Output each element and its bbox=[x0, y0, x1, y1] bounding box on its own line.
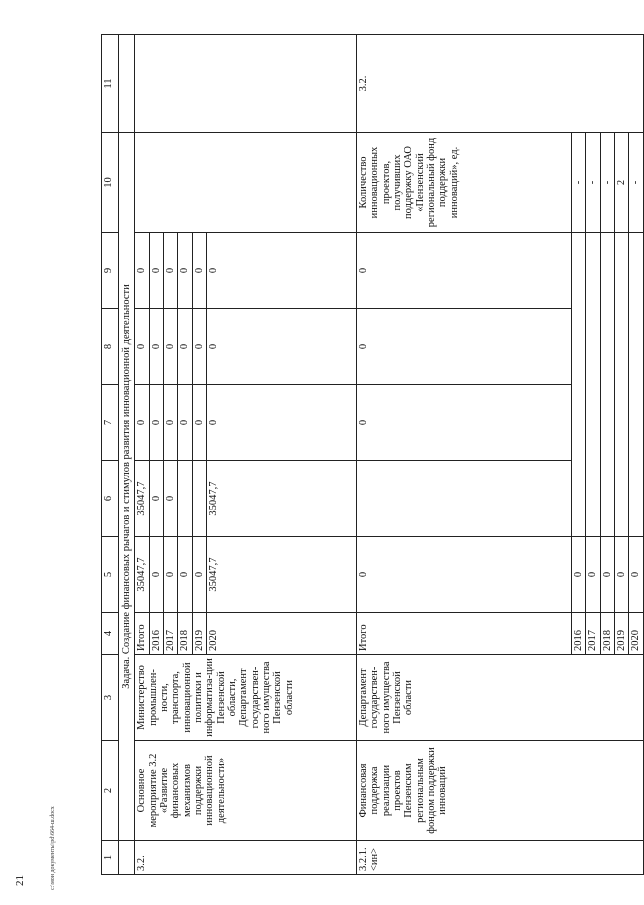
year-cell: 2016 bbox=[149, 613, 163, 655]
task-left-cell bbox=[119, 841, 135, 875]
col-header: 9 bbox=[102, 233, 119, 309]
empty-cell bbox=[571, 233, 585, 537]
value-cell: 0 bbox=[571, 537, 585, 613]
value-cell: 0 bbox=[206, 309, 356, 385]
task-right-cell bbox=[119, 35, 135, 133]
header-row bbox=[102, 35, 119, 875]
measure-name: Основное мероприятие 3.2 «Развитие финансовых механизмов поддержки инновационной деятельности» bbox=[135, 741, 357, 841]
year-cell: 2018 bbox=[600, 613, 614, 655]
value-cell: 35047,7 bbox=[135, 461, 149, 537]
row-number: 3.2. bbox=[135, 841, 357, 875]
value-cell: 0 bbox=[600, 537, 614, 613]
value-cell: 0 bbox=[206, 385, 356, 461]
value-cell: 0 bbox=[149, 385, 163, 461]
year-cell: Итого bbox=[356, 613, 571, 655]
table-row bbox=[356, 35, 571, 875]
value-cell: 0 bbox=[163, 461, 177, 537]
task-row bbox=[119, 35, 135, 875]
value-cell bbox=[356, 461, 571, 537]
value-cell: 0 bbox=[149, 233, 163, 309]
year-cell: 2018 bbox=[178, 613, 192, 655]
link-cell bbox=[135, 35, 357, 133]
value-cell bbox=[178, 461, 192, 537]
empty-cell bbox=[629, 233, 643, 537]
value-cell: 0 bbox=[163, 309, 177, 385]
col-header: 11 bbox=[102, 35, 119, 133]
col-header: 6 bbox=[102, 461, 119, 537]
value-cell: 35047,7 bbox=[206, 461, 356, 537]
col-header: 2 bbox=[102, 741, 119, 841]
executor: Министерство промышлен-ности, транспорта, инновационной политики и информатиза-ции Пензенской области, Департамент государствен-ного имущества Пензенской области bbox=[135, 655, 357, 741]
value-cell: 0 bbox=[149, 461, 163, 537]
value-cell: 0 bbox=[356, 385, 571, 461]
value-cell: 0 bbox=[586, 537, 600, 613]
indicator-value: - bbox=[629, 133, 643, 233]
year-cell: Итого bbox=[135, 613, 149, 655]
year-cell: 2017 bbox=[163, 613, 177, 655]
page-number: 21 bbox=[14, 875, 26, 886]
year-cell: 2017 bbox=[586, 613, 600, 655]
footer-path: c:\мои документы\pd\664-ш.docx bbox=[50, 806, 56, 890]
value-cell: 0 bbox=[135, 233, 149, 309]
year-cell: 2019 bbox=[192, 613, 206, 655]
value-cell: 0 bbox=[192, 309, 206, 385]
value-cell: 0 bbox=[178, 309, 192, 385]
value-cell: 0 bbox=[163, 233, 177, 309]
value-cell: 0 bbox=[192, 233, 206, 309]
col-header: 3 bbox=[102, 655, 119, 741]
row-number: 3.2.1. <ин> bbox=[356, 841, 643, 875]
empty-cell bbox=[586, 233, 600, 537]
value-cell: 0 bbox=[149, 537, 163, 613]
indicator-value: 2 bbox=[614, 133, 628, 233]
col-header: 5 bbox=[102, 537, 119, 613]
value-cell: 0 bbox=[192, 537, 206, 613]
col-header: 7 bbox=[102, 385, 119, 461]
value-cell: 0 bbox=[178, 233, 192, 309]
task-title: Задача. Создание финансовых рычагов и стимулов развития инновационной деятельности bbox=[119, 133, 135, 841]
rotated-table-area bbox=[101, 35, 642, 875]
value-cell: 35047,7 bbox=[206, 537, 356, 613]
page-number-wrap bbox=[14, 448, 34, 886]
table-row bbox=[135, 35, 149, 875]
indicator-value: - bbox=[571, 133, 585, 233]
indicator-cell bbox=[135, 133, 357, 233]
value-cell: 0 bbox=[178, 537, 192, 613]
value-cell: 0 bbox=[614, 537, 628, 613]
value-cell: 35047,7 bbox=[135, 537, 149, 613]
value-cell: 0 bbox=[192, 385, 206, 461]
value-cell: 0 bbox=[163, 385, 177, 461]
measure-name: Финансовая поддержка реализации проектов Пензенским региональным фондом поддержки инноваций bbox=[356, 741, 643, 841]
value-cell: 0 bbox=[163, 537, 177, 613]
link-cell: 3.2. bbox=[356, 35, 643, 133]
col-header: 4 bbox=[102, 613, 119, 655]
year-cell: 2020 bbox=[629, 613, 643, 655]
value-cell: 0 bbox=[356, 309, 571, 385]
year-cell: 2016 bbox=[571, 613, 585, 655]
value-cell: 0 bbox=[178, 385, 192, 461]
value-cell: 0 bbox=[135, 309, 149, 385]
value-cell bbox=[192, 461, 206, 537]
value-cell: 0 bbox=[206, 233, 356, 309]
year-cell: 2020 bbox=[206, 613, 356, 655]
indicator-cell: Количество инновационных проектов, получивших поддержку ОАО «Пензенский региональный фонд поддержки инноваций», ед. bbox=[356, 133, 571, 233]
indicator-value: - bbox=[586, 133, 600, 233]
value-cell: 0 bbox=[149, 309, 163, 385]
program-table bbox=[101, 34, 644, 875]
executor: Департамент государствен-ного имущества Пензенской области bbox=[356, 655, 643, 741]
empty-cell bbox=[600, 233, 614, 537]
year-cell: 2019 bbox=[614, 613, 628, 655]
value-cell: 0 bbox=[356, 537, 571, 613]
value-cell: 0 bbox=[135, 385, 149, 461]
value-cell: 0 bbox=[356, 233, 571, 309]
indicator-value: - bbox=[600, 133, 614, 233]
col-header: 1 bbox=[102, 841, 119, 875]
value-cell: 0 bbox=[629, 537, 643, 613]
empty-cell bbox=[614, 233, 628, 537]
col-header: 8 bbox=[102, 309, 119, 385]
col-header: 10 bbox=[102, 133, 119, 233]
